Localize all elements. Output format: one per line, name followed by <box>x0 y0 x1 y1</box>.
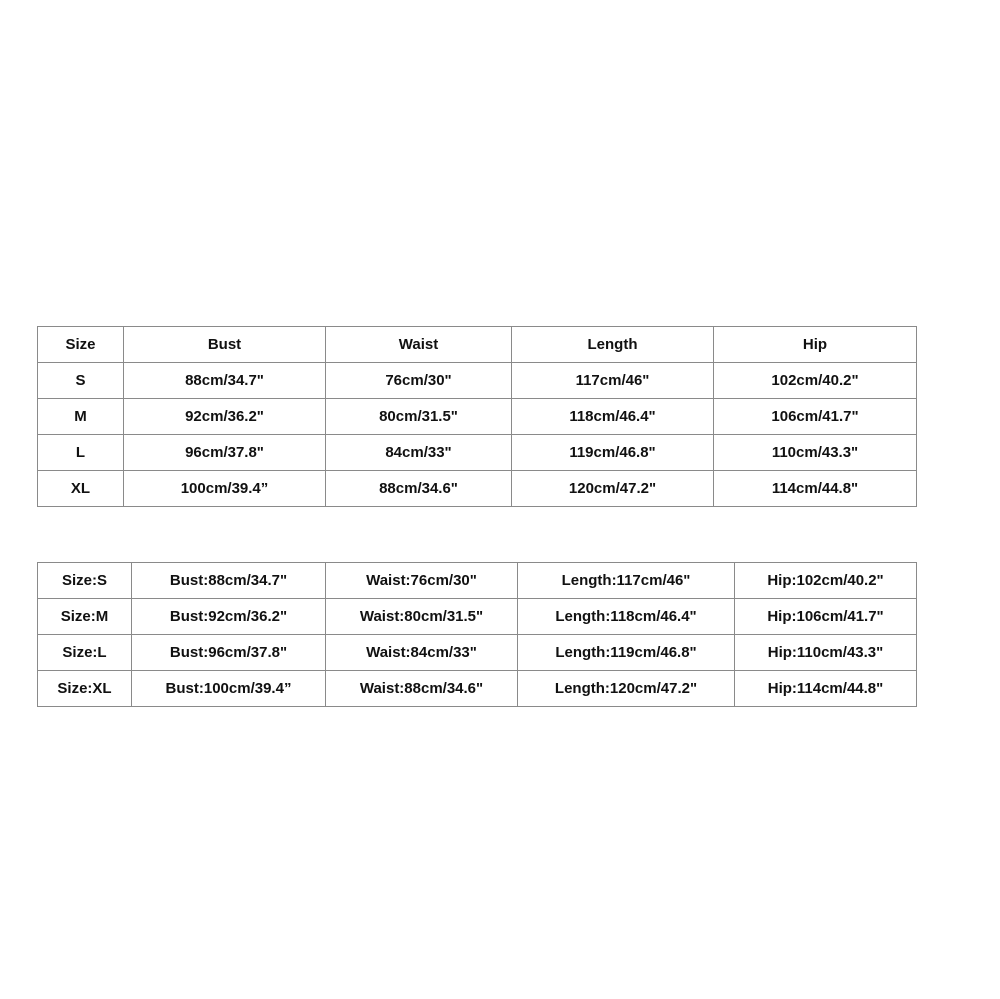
cell-hip: Hip:110cm/43.3" <box>735 635 917 671</box>
cell-bust: 96cm/37.8" <box>124 435 326 471</box>
cell-bust: 100cm/39.4” <box>124 471 326 507</box>
cell-size: S <box>38 363 124 399</box>
cell-size: L <box>38 435 124 471</box>
cell-size: Size:XL <box>38 671 132 707</box>
cell-hip: Hip:102cm/40.2" <box>735 563 917 599</box>
size-detail-table <box>37 562 917 707</box>
header-waist: Waist <box>326 327 512 363</box>
cell-hip: 106cm/41.7" <box>714 399 917 435</box>
header-length: Length <box>512 327 714 363</box>
cell-waist: Waist:88cm/34.6" <box>326 671 518 707</box>
cell-waist: Waist:76cm/30" <box>326 563 518 599</box>
cell-hip: 102cm/40.2" <box>714 363 917 399</box>
cell-length: 118cm/46.4" <box>512 399 714 435</box>
header-size: Size <box>38 327 124 363</box>
table-row <box>38 599 917 635</box>
table-row <box>38 671 917 707</box>
cell-length: 120cm/47.2" <box>512 471 714 507</box>
cell-length: Length:120cm/47.2" <box>518 671 735 707</box>
cell-length: 119cm/46.8" <box>512 435 714 471</box>
cell-bust: 92cm/36.2" <box>124 399 326 435</box>
cell-waist: 88cm/34.6" <box>326 471 512 507</box>
table-row <box>38 399 917 435</box>
cell-length: Length:119cm/46.8" <box>518 635 735 671</box>
table-row <box>38 635 917 671</box>
table-row <box>38 435 917 471</box>
table-row <box>38 471 917 507</box>
cell-size: Size:L <box>38 635 132 671</box>
header-hip: Hip <box>714 327 917 363</box>
cell-length: Length:117cm/46" <box>518 563 735 599</box>
cell-bust: Bust:92cm/36.2" <box>132 599 326 635</box>
cell-hip: Hip:114cm/44.8" <box>735 671 917 707</box>
cell-waist: Waist:80cm/31.5" <box>326 599 518 635</box>
cell-bust: Bust:96cm/37.8" <box>132 635 326 671</box>
cell-waist: 80cm/31.5" <box>326 399 512 435</box>
table-row <box>38 363 917 399</box>
cell-length: 117cm/46" <box>512 363 714 399</box>
cell-bust: Bust:100cm/39.4” <box>132 671 326 707</box>
cell-hip: 110cm/43.3" <box>714 435 917 471</box>
cell-waist: Waist:84cm/33" <box>326 635 518 671</box>
cell-bust: Bust:88cm/34.7" <box>132 563 326 599</box>
cell-size: Size:S <box>38 563 132 599</box>
cell-size: Size:M <box>38 599 132 635</box>
size-chart-table <box>37 326 917 507</box>
cell-bust: 88cm/34.7" <box>124 363 326 399</box>
cell-waist: 84cm/33" <box>326 435 512 471</box>
cell-waist: 76cm/30" <box>326 363 512 399</box>
cell-size: XL <box>38 471 124 507</box>
table-header-row <box>38 327 917 363</box>
cell-hip: Hip:106cm/41.7" <box>735 599 917 635</box>
cell-size: M <box>38 399 124 435</box>
table-row <box>38 563 917 599</box>
header-bust: Bust <box>124 327 326 363</box>
cell-hip: 114cm/44.8" <box>714 471 917 507</box>
cell-length: Length:118cm/46.4" <box>518 599 735 635</box>
